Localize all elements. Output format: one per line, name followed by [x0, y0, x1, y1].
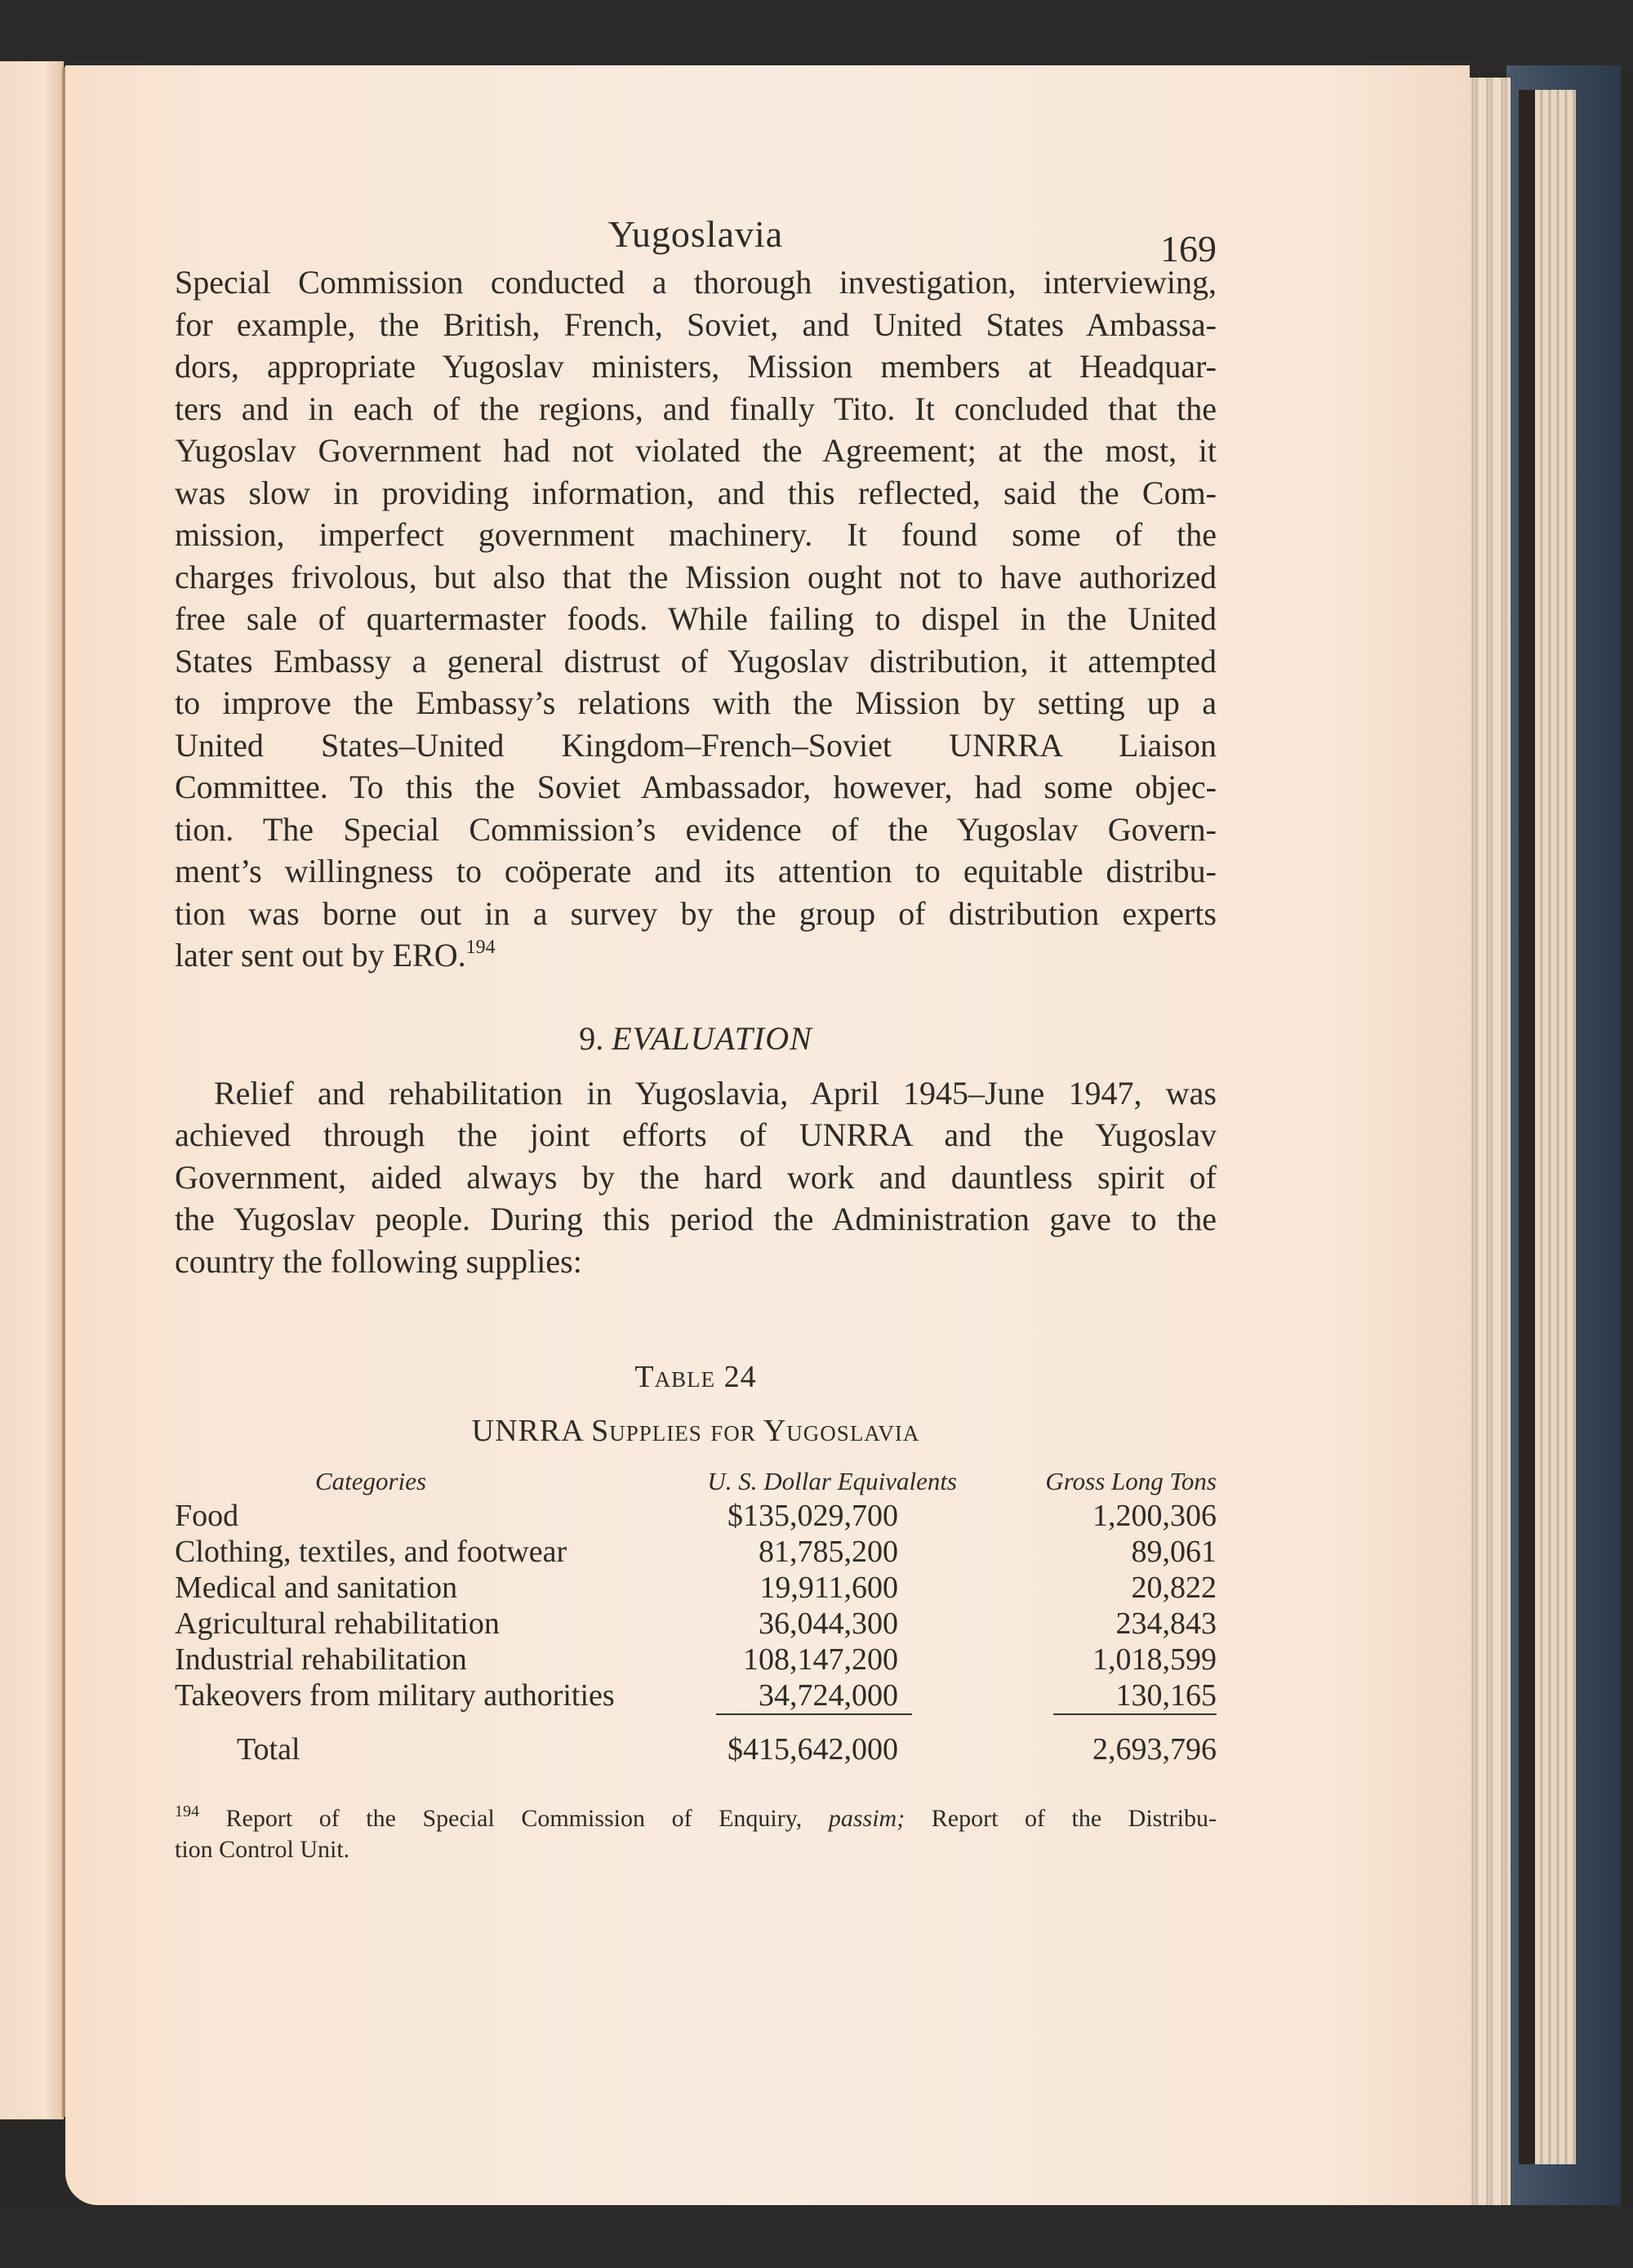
text-line: for example, the British, French, Soviet, and United States Ambassa- [175, 305, 1217, 343]
cell-dollars: 81,785,200 [759, 1535, 898, 1569]
total-label: Total [237, 1732, 300, 1767]
text-line: dors, appropriate Yugoslav ministers, Mission members at Headquar- [175, 348, 1217, 385]
column-header-tons: Gross Long Tons [1045, 1467, 1217, 1495]
total-tons: 2,693,796 [1092, 1732, 1217, 1767]
table-row [175, 1642, 1217, 1678]
page-content [175, 196, 1217, 1865]
background [0, 0, 1633, 74]
footnote-194 [175, 1803, 1217, 1865]
text-line: was slow in providing information, and this reflected, said the Com- [175, 474, 1217, 511]
cell-tons: 130,165 [1115, 1678, 1217, 1713]
text-line: ters and in each of the regions, and finally Tito. It concluded that the [175, 390, 1217, 427]
gutter [62, 67, 65, 2117]
text-line: Committee. To this the Soviet Ambassador, however, had some objec- [175, 769, 1217, 805]
column-header-dollars: U. S. Dollar Equivalents [707, 1467, 957, 1495]
cell-tons: 1,018,599 [1092, 1642, 1217, 1677]
cell-category: Industrial rehabilitation [175, 1642, 467, 1677]
cell-category: Food [175, 1499, 239, 1533]
table-row [175, 1678, 1217, 1713]
cell-dollars: 108,147,200 [743, 1642, 898, 1677]
footnote-reference[interactable]: 194 [465, 937, 496, 958]
table-row [175, 1606, 1217, 1642]
paragraph-1 [175, 261, 1217, 977]
table-row [175, 1570, 1217, 1606]
text-line: mission, imperfect government machinery. It found some of the [175, 516, 1217, 553]
footnote-number: 194 [175, 1802, 199, 1820]
cell-tons: 89,061 [1131, 1535, 1217, 1569]
text-line: Relief and rehabilitation in Yugoslavia, April 1945–June 1947, was [214, 1074, 1217, 1112]
dollars-total-rule [716, 1713, 912, 1715]
cell-dollars: 34,724,000 [759, 1678, 898, 1713]
footnote-line [175, 1803, 1217, 1834]
cell-tons: 20,822 [1131, 1571, 1217, 1605]
left-page-sliver [0, 61, 64, 2119]
text-line: United States–United Kingdom–French–Soviet UNRRA Liaison [175, 726, 1217, 764]
text-line: to improve the Embassy’s relations with the Mission by setting up a [175, 684, 1217, 721]
table-title: UNRRA Supplies for Yugoslavia [471, 1414, 920, 1448]
text-line: tion was borne out in a survey by the group of distribution experts [175, 894, 1217, 932]
cell-tons: 1,200,306 [1092, 1499, 1217, 1533]
table-total-row [175, 1731, 1217, 1777]
footnote-text: Report of the Distribu- [905, 1805, 1217, 1832]
section-number: 9. [579, 1019, 604, 1057]
text-line: country the following supplies: [175, 1242, 582, 1280]
text-line: tion. The Special Commission’s evidence of the Yugoslav Govern- [175, 810, 1217, 848]
page-number: 169 [1160, 228, 1217, 270]
footnote-line: tion Control Unit. [175, 1836, 350, 1863]
running-head-title: Yugoslavia [607, 213, 784, 255]
table-number: Table 24 [634, 1360, 757, 1394]
footnote-text: Report of the Special Commission of Enquiry, [225, 1805, 829, 1832]
page-edges-back [1535, 90, 1576, 2164]
background-bottom [0, 2205, 1633, 2268]
supplies-table [175, 1467, 1217, 1777]
tons-total-rule [1053, 1713, 1217, 1715]
cell-dollars: 36,044,300 [759, 1606, 898, 1641]
table-row [175, 1498, 1217, 1534]
paragraph-2 [175, 1072, 1217, 1283]
text-line: charges frivolous, but also that the Mission ought not to have authorized [175, 558, 1217, 595]
cell-dollars: $135,029,700 [728, 1499, 898, 1533]
text-line: Government, aided always by the hard work and dauntless spirit of [175, 1158, 1217, 1196]
table-row [175, 1534, 1217, 1570]
text-line: the Yugoslav people. During this period the Administration gave to the [175, 1201, 1217, 1237]
total-dollars: $415,642,000 [728, 1732, 898, 1767]
cell-category: Medical and sanitation [175, 1571, 458, 1605]
cell-category: Clothing, textiles, and footwear [175, 1535, 567, 1569]
text-line: States Embassy a general distrust of Yugoslav distribution, it attempted [175, 642, 1217, 680]
text-line: free sale of quartermaster foods. While failing to dispel in the United [175, 600, 1217, 637]
column-header-categories: Categories [315, 1467, 427, 1495]
total-rules [175, 1713, 1217, 1731]
text-line: ment’s willingness to coöperate and its attention to equitable distribu- [175, 853, 1217, 889]
cover-shadow [1519, 90, 1535, 2164]
text-line: Special Commission conducted a thorough investigation, interviewing, [175, 264, 1217, 301]
cell-category: Takeovers from military authorities [175, 1678, 615, 1713]
text-line-content: later sent out by ERO. [175, 937, 466, 974]
cell-tons: 234,843 [1115, 1606, 1217, 1641]
cell-dollars: 19,911,600 [759, 1571, 898, 1605]
table-header-row [175, 1467, 1217, 1498]
cell-category: Agricultural rehabilitation [175, 1606, 500, 1641]
footnote-italic: passim; [828, 1805, 905, 1832]
text-line: Yugoslav Government had not violated the Agreement; at the most, it [175, 432, 1217, 469]
text-line [175, 934, 1217, 977]
text-line: achieved through the joint efforts of UNRRA and the Yugoslav [175, 1116, 1217, 1153]
running-head [175, 196, 1217, 270]
section-heading [175, 1019, 1217, 1058]
section-title: EVALUATION [612, 1019, 812, 1057]
